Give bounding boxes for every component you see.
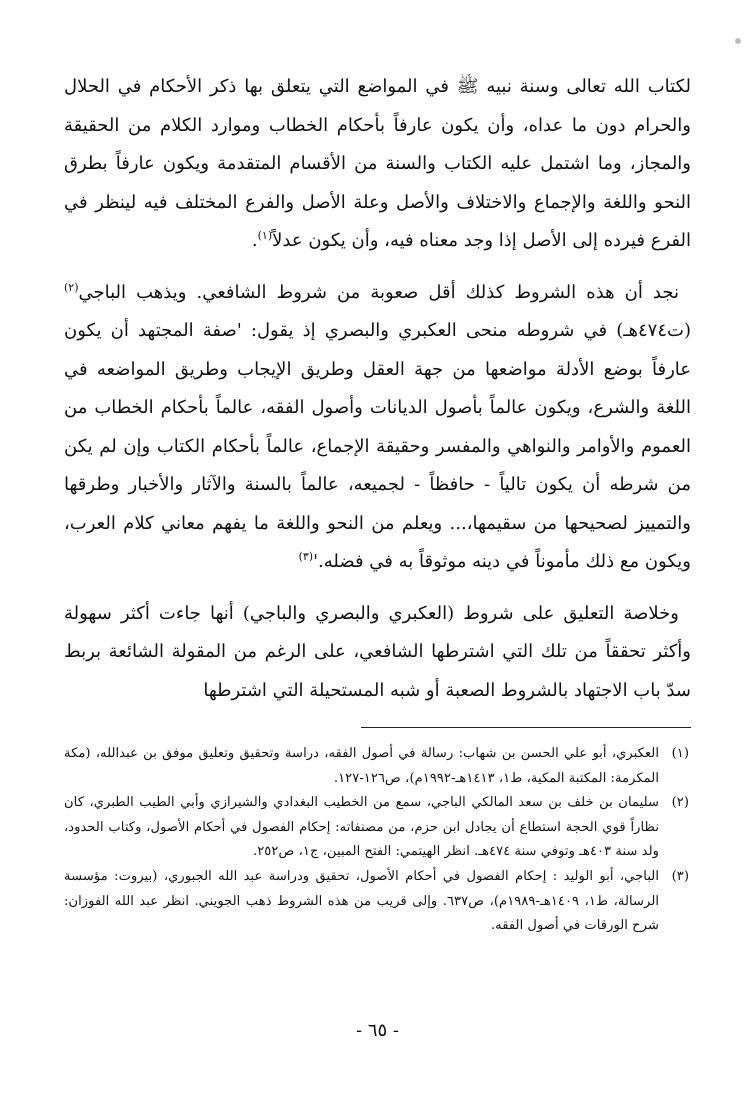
paragraph-2-text-a: نجد أن هذه الشروط كذلك أقل صعوبة من شروط الشافعي. ويذهب الباجي (78, 281, 679, 303)
page-edge-dot (735, 38, 741, 44)
footnote-ref-3[interactable]: (٣) (298, 550, 314, 563)
footnote-ref-2[interactable]: (٢) (64, 280, 79, 294)
paragraph-1-text: لكتاب الله تعالى وسنة نبيه ﷺ في المواضع التي يتعلق بها ذكر الأحكام في الحلال والحرام دون ما عداه، وأن يكون عارفاً بأحكام الخطاب وموارد الكلام من الحقيقة والمجاز، وما اشتمل عليه الكتاب والسنة من الأقسام المتقدمة ويكون عارفاً بطرق النحو واللغة والإجماع والاختلاف والأصل وعلة الأصل والفرع المختلف فيه لينظر في الفرع فيرده إلى الأصل إذا وجد معناه فيه، وأن يكون عدلاً (64, 76, 691, 251)
footnote-3 (64, 865, 689, 939)
footnote-2 (64, 791, 689, 865)
footnote-number-1: (١) (671, 746, 689, 761)
footnote-number-3: (٣) (671, 868, 689, 884)
page-number: - ٦٥ - (356, 1020, 399, 1041)
footnote-text-1: العكبري، أبو علي الحسن بن شهاب: رسالة في أصول الفقه، دراسة وتحقيق وتعليق موفق بن عبدالله، (مكة المكرمة: المكتبة المكية، ط١، ١٤١٣هـ-١٩٩٢م)، ص١٢٦-١٢٧. (64, 746, 659, 786)
footnote-ref-1[interactable]: (١) (257, 229, 273, 242)
main-text (64, 68, 691, 710)
footnote-text-3: الباجي، أبو الوليد : إحكام الفصول في أحكام الأصول، تحقيق ودراسة عبد الله الجبوري، (بيروت: مؤسسة الرسالة، ط١، ١٤٠٩هـ-١٩٨٩م)، ص٦٣٧. وإلى قريب من هذه الشروط ذهب الجويني. انظر عبد الله الفوزان: شرح الورقات في أصول الفقه. (64, 868, 659, 934)
footnote-number-2: (٢) (671, 795, 689, 811)
footnotes (64, 742, 689, 939)
footnote-separator (361, 727, 691, 728)
paragraph-2 (64, 274, 691, 582)
paragraph-2-text-b: (ت٤٧٤هـ) في شروطه منحى العكبري والبصري إذ يقول: 'صفة المجتهد أن يكون عارفاً بوضع الأدلة مواضعها من جهة العقل وطريق الإيجاب وطريق المواضعه في اللغة والشرع، ويكون عالماً بأصول الديانات وأصول الفقه، عالماً بأحكام الخطاب من العموم والأوامر والنواهي والمفسر وحقيقة الإجماع، عالماً بأحكام الكتاب وإن لم يكن من شرطه أن يكون تالياً - حافظاً - لجميعه، عالماً بالسنة والآثار والأخبار وطرقها والتمييز لصحيحها من سقيمها،... ويعلم من النحو واللغة ما يفهم معاني كلام العرب، ويكون مع ذلك مأموناً في دينه موثوقاً به في فضله.' (64, 320, 692, 572)
footnote-text-2: سليمان بن خلف بن سعد المالكي الباجي، سمع من الخطيب البغدادي والشيرازي وأبي الطيب الطبري، كان نظاراً قوي الحجة استطاع أن يجادل ابن حزم، من مصنفاته: إحكام الفصول في أحكام الأصول، وكتاب الحدود، ولد سنة ٤٠٣هـ وتوفي سنة ٤٧٤هـ. انظر الهيتمي: الفتح المبين، ج١، ص٢٥٢. (64, 795, 659, 860)
footnote-1 (64, 742, 689, 791)
paragraph-1: لكتاب الله تعالى وسنة نبيه ﷺ في المواضع التي يتعلق بها ذكر الأحكام في الحلال والحرام دون ما عداه، وأن يكون عارفاً بأحكام الخطاب وموارد الكلام من الحقيقة والمجاز، وما اشتمل عليه الكتاب والسنة من الأقسام المتقدمة ويكون عارفاً بطرق النحو واللغة والإجماع والاختلاف والأصل وعلة الأصل والفرع المختلف فيه لينظر في الفرع فيرده إلى الأصل إذا وجد معناه فيه، وأن يكون عدلاً$^{(١)}$. (64, 76, 691, 251)
paragraph-3: وخلاصة التعليق على شروط (العكبري والبصري والباجي) أنها جاءت أكثر سهولة وأكثر تحققاً من تلك التي اشترطها الشافعي، على الرغم من المقولة الشائعة بربط سدّ باب الاجتهاد بالشروط الصعبة أو شبه المستحيلة التي اشترطها (64, 602, 691, 701)
